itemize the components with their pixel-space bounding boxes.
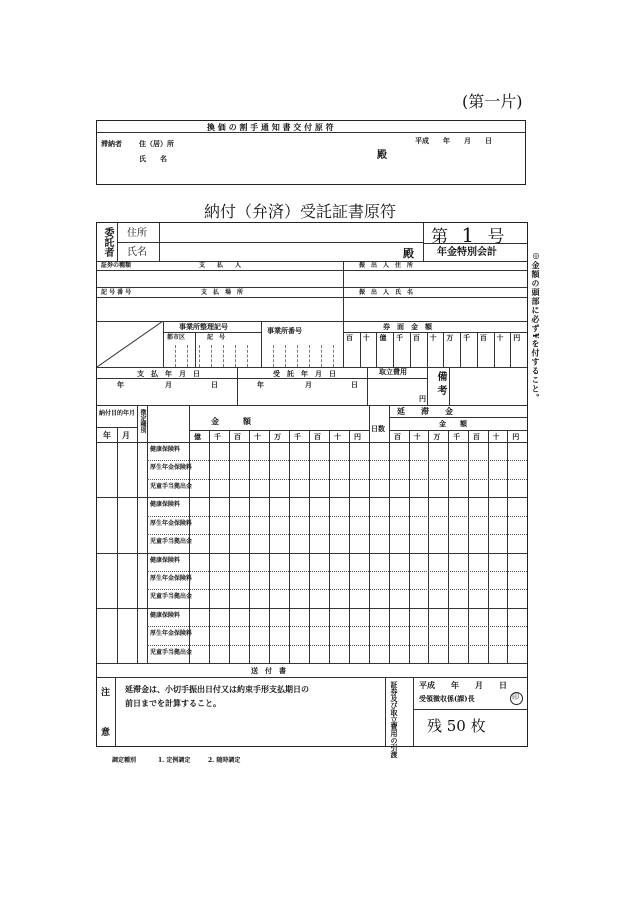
caution-text-2: 前日までを計算すること。: [125, 698, 221, 708]
number-label: 記 号 番 号: [101, 289, 132, 296]
pay-year: 年: [117, 380, 124, 389]
office-number-label: 事業所番号: [267, 326, 302, 335]
breakdown-amount-label: 金 額: [211, 416, 251, 426]
amount-digit-label: 十: [254, 432, 261, 441]
fee-label: 取立費用: [379, 367, 407, 376]
late-digit-label: 千: [453, 432, 461, 441]
securities-digit-label: 万: [446, 333, 454, 342]
office-code-label: 事業所整理記号: [179, 322, 228, 331]
pay-month: 月: [165, 380, 172, 389]
prefecture-label: 都市区: [167, 334, 186, 341]
footer-label: 調定種別: [112, 757, 137, 764]
number-prefix: 第: [431, 227, 448, 247]
number-suffix: 号: [487, 227, 505, 247]
entrust-label: 委託者: [102, 227, 113, 257]
securities-digit-label: 千: [396, 333, 404, 342]
kind-label: 徴定種別: [139, 409, 146, 433]
notice-box: [96, 120, 526, 185]
contribution-type: 健康保険料: [150, 446, 181, 453]
symbol-label: 記 号: [207, 334, 226, 341]
place-label: 支 払 場 所: [201, 289, 244, 296]
securities-digit-label: 百: [412, 333, 420, 342]
late-amount-label: 金 額: [439, 419, 467, 428]
securities-digit-label: 十: [362, 333, 370, 342]
securities-digit-label: 百: [346, 333, 353, 342]
amount-digit-label: 億: [194, 432, 201, 441]
days-label: 日数: [371, 424, 385, 433]
receipt-side-label: 証券及び取立費用の引渡: [390, 681, 399, 758]
contribution-type: 児童手当拠出金: [150, 482, 193, 490]
securities-digit-label: 百: [479, 333, 487, 342]
amount-digit-label: 千: [294, 432, 301, 441]
contribution-type: 児童手当拠出金: [150, 538, 193, 546]
amount-digit-label: 円: [354, 432, 361, 441]
notice-name-label: 氏 名: [139, 154, 167, 163]
main-form: [96, 222, 528, 758]
amount-digit-label: 万: [274, 432, 281, 441]
notice-date-label: 平成 年 月 日: [415, 136, 492, 145]
caution-label-bottom: 意: [101, 728, 111, 738]
contribution-type: 厚生年金保険料: [150, 464, 193, 472]
late-digit-label: 十: [492, 432, 500, 441]
contribution-type: 厚生年金保険料: [150, 574, 193, 582]
late-digit-label: 万: [433, 432, 441, 441]
seal-char: 印: [512, 693, 519, 701]
taxpayer-label: 滞納者: [101, 139, 122, 148]
side-note: ◎金額の頭部に必ず¥を付すること。: [531, 250, 541, 403]
sent-label: 送 付 書: [251, 666, 286, 675]
entrust-month: 月: [305, 380, 312, 389]
contribution-type: 厚生年金保険料: [150, 519, 193, 527]
securities-kind-label: 証券の種類: [101, 262, 132, 269]
securities-digit-label: 円: [513, 333, 521, 342]
amount-digit-label: 百: [314, 432, 321, 441]
amount-label: 券 面 金 額: [383, 322, 432, 331]
caution-label-top: 注: [101, 688, 111, 698]
notice-address-label: 住（居）所: [139, 139, 174, 148]
late-digit-label: 百: [472, 432, 480, 441]
late-digit-label: 百: [394, 432, 401, 441]
account-label: 年金特別会計: [437, 247, 497, 258]
securities-digit-label: 億: [379, 333, 387, 342]
issuer-address-label: 振 出 人 住 所: [359, 262, 414, 269]
pay-day: 日: [211, 380, 218, 389]
amount-digit-label: 千: [214, 432, 221, 441]
contribution-type: 厚生年金保険料: [150, 630, 193, 638]
period-month-label: 月: [122, 430, 130, 440]
entrust-year: 年: [257, 380, 264, 389]
collector-label: 受領徴収係(課)長: [419, 694, 475, 703]
entrust-day: 日: [351, 380, 358, 389]
diagonal-slash: [97, 321, 163, 367]
late-digit-label: 円: [512, 432, 520, 441]
contribution-type: 健康保険料: [150, 556, 181, 564]
payer-label: 支 払 人: [199, 262, 242, 269]
contribution-type: 健康保険料: [150, 501, 181, 509]
notice-honorific: 殿: [377, 150, 387, 161]
amount-digit-label: 百: [234, 432, 241, 441]
main-title: 納付（弁済）受託証書原符: [204, 202, 397, 221]
notice-title: 換 価 の 割 手 通 知 書 交 付 原 符: [207, 122, 334, 132]
contribution-type: 児童手当拠出金: [150, 648, 193, 656]
caution-text-1: 延滞金は、小切手振出日付又は約束手形支払期日の: [125, 684, 309, 694]
pay-date-label: 支 払 年 月 日: [137, 369, 200, 378]
securities-digit-label: 千: [463, 333, 471, 342]
contribution-type: 児童手当拠出金: [150, 593, 193, 601]
late-fee-label: 延 滞 金: [397, 406, 453, 416]
number-value: 1: [461, 223, 475, 247]
entrust-date-label: 受 託 年 月 日: [273, 369, 336, 378]
late-digit-label: 十: [413, 432, 421, 441]
remarks-label: 備考: [435, 371, 446, 399]
period-label: 納付目的年月: [99, 410, 136, 417]
contribution-type: 健康保険料: [150, 611, 181, 619]
fee-yen: 円: [419, 394, 426, 403]
receipt-date-label: 平成 年 月 日: [419, 680, 507, 690]
sheet-label: (第一片): [462, 92, 523, 111]
entrust-name-label: 氏名: [127, 247, 147, 258]
entrust-address-label: 住所: [127, 228, 147, 239]
footer-option-1: 1. 定例調定: [158, 757, 191, 764]
amount-digit-label: 十: [334, 432, 341, 441]
securities-digit-label: 十: [496, 333, 504, 342]
entrust-honorific: 殿: [403, 247, 414, 260]
securities-digit-label: 十: [429, 333, 437, 342]
period-year-label: 年: [103, 430, 111, 440]
remaining-count: 残 50 枚: [427, 717, 486, 735]
issuer-name-label: 振 出 人 氏 名: [359, 289, 414, 296]
footer-option-2: 2. 随時調定: [208, 757, 241, 764]
